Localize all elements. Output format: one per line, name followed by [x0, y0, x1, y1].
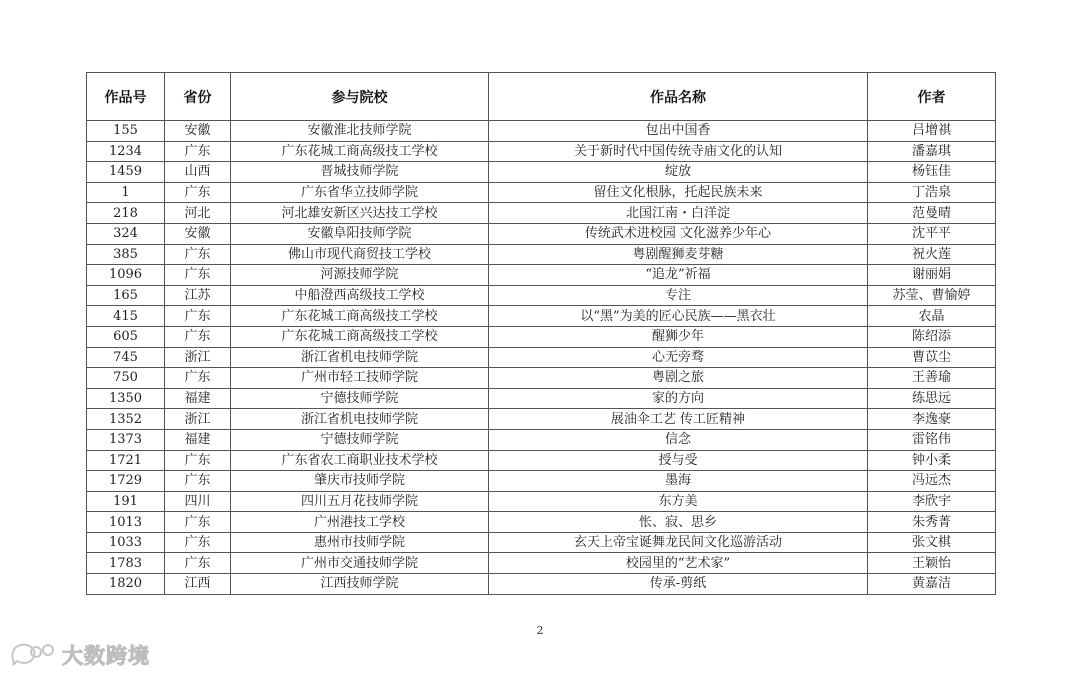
cell-work-id: 218	[87, 203, 165, 224]
cell-author: 曹苡尘	[868, 347, 996, 368]
cell-province: 广东	[165, 141, 231, 162]
cell-work-id: 1459	[87, 162, 165, 183]
cell-school: 江西技师学院	[231, 574, 489, 595]
cell-province: 山西	[165, 162, 231, 183]
cell-province: 安徽	[165, 121, 231, 142]
cell-province: 福建	[165, 429, 231, 450]
cell-province: 广东	[165, 265, 231, 286]
cell-author: 黄嘉洁	[868, 574, 996, 595]
cell-author: 王颖怡	[868, 553, 996, 574]
cell-school: 宁德技师学院	[231, 429, 489, 450]
cell-school: 广东省华立技师学院	[231, 182, 489, 203]
table-row	[87, 244, 996, 265]
cell-school: 安徽阜阳技师学院	[231, 223, 489, 244]
cell-author: 谢丽娟	[868, 265, 996, 286]
works-table	[86, 72, 996, 595]
cell-province: 江西	[165, 574, 231, 595]
cell-school: 佛山市现代商贸技工学校	[231, 244, 489, 265]
cell-author: 李欣宇	[868, 491, 996, 512]
chat-bubble-logo-icon	[10, 642, 56, 668]
header-school: 参与院校	[231, 73, 489, 121]
cell-work-title: “追龙”祈福	[489, 265, 868, 286]
table-row	[87, 409, 996, 430]
table-row	[87, 471, 996, 492]
cell-work-title: 传承-剪纸	[489, 574, 868, 595]
table-row	[87, 553, 996, 574]
cell-work-title: 心无旁骛	[489, 347, 868, 368]
table-body	[87, 121, 996, 595]
cell-school: 宁德技师学院	[231, 388, 489, 409]
cell-school: 浙江省机电技师学院	[231, 347, 489, 368]
cell-school: 中船澄西高级技工学校	[231, 285, 489, 306]
table-row	[87, 450, 996, 471]
cell-work-title: 专注	[489, 285, 868, 306]
cell-school: 晋城技师学院	[231, 162, 489, 183]
table-row	[87, 306, 996, 327]
cell-work-id: 415	[87, 306, 165, 327]
table-row	[87, 182, 996, 203]
cell-school: 惠州市技师学院	[231, 532, 489, 553]
cell-province: 广东	[165, 450, 231, 471]
table-row	[87, 162, 996, 183]
cell-work-id: 750	[87, 368, 165, 389]
cell-school: 安徽淮北技师学院	[231, 121, 489, 142]
cell-province: 江苏	[165, 285, 231, 306]
cell-work-id: 165	[87, 285, 165, 306]
cell-author: 张文棋	[868, 532, 996, 553]
cell-author: 朱秀菁	[868, 512, 996, 533]
cell-province: 广东	[165, 244, 231, 265]
cell-work-title: 东方美	[489, 491, 868, 512]
cell-work-title: 包出中国香	[489, 121, 868, 142]
cell-work-title: 以“黑”为美的匠心民族——黑衣壮	[489, 306, 868, 327]
cell-province: 浙江	[165, 409, 231, 430]
cell-school: 浙江省机电技师学院	[231, 409, 489, 430]
cell-work-title: 醒狮少年	[489, 326, 868, 347]
cell-author: 杨钰佳	[868, 162, 996, 183]
cell-work-title: 墨海	[489, 471, 868, 492]
cell-province: 广东	[165, 326, 231, 347]
watermark-text: 大数跨境	[62, 644, 150, 668]
table-row	[87, 532, 996, 553]
cell-school: 广东花城工商高级技工学校	[231, 306, 489, 327]
cell-school: 河北雄安新区兴达技工学校	[231, 203, 489, 224]
cell-author: 王善瑜	[868, 368, 996, 389]
table-row	[87, 141, 996, 162]
cell-province: 福建	[165, 388, 231, 409]
cell-school: 河源技师学院	[231, 265, 489, 286]
table-row	[87, 368, 996, 389]
cell-work-title: 粤剧醒狮麦芽糖	[489, 244, 868, 265]
cell-work-id: 1234	[87, 141, 165, 162]
cell-author: 丁浩泉	[868, 182, 996, 203]
cell-work-id: 1820	[87, 574, 165, 595]
watermark	[10, 641, 150, 669]
cell-work-title: 关于新时代中国传统寺庙文化的认知	[489, 141, 868, 162]
page-number: 2	[536, 624, 544, 637]
table-row	[87, 388, 996, 409]
cell-author: 吕增祺	[868, 121, 996, 142]
header-work-id: 作品号	[87, 73, 165, 121]
cell-province: 广东	[165, 471, 231, 492]
header-province: 省份	[165, 73, 231, 121]
cell-work-id: 1033	[87, 532, 165, 553]
cell-work-id: 1	[87, 182, 165, 203]
table-row	[87, 203, 996, 224]
cell-province: 广东	[165, 512, 231, 533]
cell-author: 潘嘉琪	[868, 141, 996, 162]
cell-work-id: 1373	[87, 429, 165, 450]
cell-work-title: 家的方向	[489, 388, 868, 409]
cell-author: 练思远	[868, 388, 996, 409]
cell-work-title: 绽放	[489, 162, 868, 183]
cell-school: 广东省农工商职业技术学校	[231, 450, 489, 471]
table-row	[87, 347, 996, 368]
cell-province: 广东	[165, 553, 231, 574]
table-row	[87, 491, 996, 512]
cell-author: 沈平平	[868, 223, 996, 244]
cell-work-title: 北国江南・白洋淀	[489, 203, 868, 224]
table-row	[87, 574, 996, 595]
table-header-row	[87, 73, 996, 121]
cell-author: 冯远杰	[868, 471, 996, 492]
cell-province: 浙江	[165, 347, 231, 368]
cell-work-id: 1013	[87, 512, 165, 533]
cell-province: 安徽	[165, 223, 231, 244]
cell-work-id: 1721	[87, 450, 165, 471]
table-row	[87, 121, 996, 142]
cell-author: 祝火莲	[868, 244, 996, 265]
cell-author: 陈绍添	[868, 326, 996, 347]
cell-province: 河北	[165, 203, 231, 224]
cell-province: 广东	[165, 306, 231, 327]
cell-author: 雷铭伟	[868, 429, 996, 450]
cell-work-id: 1352	[87, 409, 165, 430]
table-row	[87, 285, 996, 306]
cell-work-title: 校园里的“艺术家”	[489, 553, 868, 574]
table-row	[87, 512, 996, 533]
cell-work-title: 玄天上帝宝诞舞龙民间文化巡游活动	[489, 532, 868, 553]
cell-work-id: 1096	[87, 265, 165, 286]
table-row	[87, 223, 996, 244]
header-author: 作者	[868, 73, 996, 121]
cell-author: 钟小柔	[868, 450, 996, 471]
cell-school: 广东花城工商高级技工学校	[231, 141, 489, 162]
cell-work-id: 745	[87, 347, 165, 368]
cell-work-id: 1729	[87, 471, 165, 492]
cell-work-id: 605	[87, 326, 165, 347]
cell-work-title: 信念	[489, 429, 868, 450]
cell-work-title: 留住文化根脉，托起民族未来	[489, 182, 868, 203]
cell-school: 四川五月花技师学院	[231, 491, 489, 512]
cell-work-id: 324	[87, 223, 165, 244]
cell-province: 广东	[165, 532, 231, 553]
cell-school: 广州市交通技师学院	[231, 553, 489, 574]
cell-work-title: 怅、寂、思乡	[489, 512, 868, 533]
table-row	[87, 326, 996, 347]
cell-work-id: 191	[87, 491, 165, 512]
cell-author: 苏莹、曹愉婷	[868, 285, 996, 306]
table-row	[87, 429, 996, 450]
cell-work-id: 1350	[87, 388, 165, 409]
cell-school: 肇庆市技师学院	[231, 471, 489, 492]
cell-school: 广州市轻工技师学院	[231, 368, 489, 389]
cell-work-title: 展油伞工艺 传工匠精神	[489, 409, 868, 430]
cell-work-id: 385	[87, 244, 165, 265]
cell-work-title: 授与受	[489, 450, 868, 471]
cell-work-id: 1783	[87, 553, 165, 574]
cell-work-title: 粤剧之旅	[489, 368, 868, 389]
cell-author: 范曼晴	[868, 203, 996, 224]
cell-province: 广东	[165, 368, 231, 389]
table-row	[87, 265, 996, 286]
cell-work-title: 传统武术进校园 文化滋养少年心	[489, 223, 868, 244]
cell-school: 广州港技工学校	[231, 512, 489, 533]
cell-province: 广东	[165, 182, 231, 203]
cell-province: 四川	[165, 491, 231, 512]
header-work-title: 作品名称	[489, 73, 868, 121]
cell-author: 农晶	[868, 306, 996, 327]
cell-author: 李逸豪	[868, 409, 996, 430]
cell-work-id: 155	[87, 121, 165, 142]
cell-school: 广东花城工商高级技工学校	[231, 326, 489, 347]
